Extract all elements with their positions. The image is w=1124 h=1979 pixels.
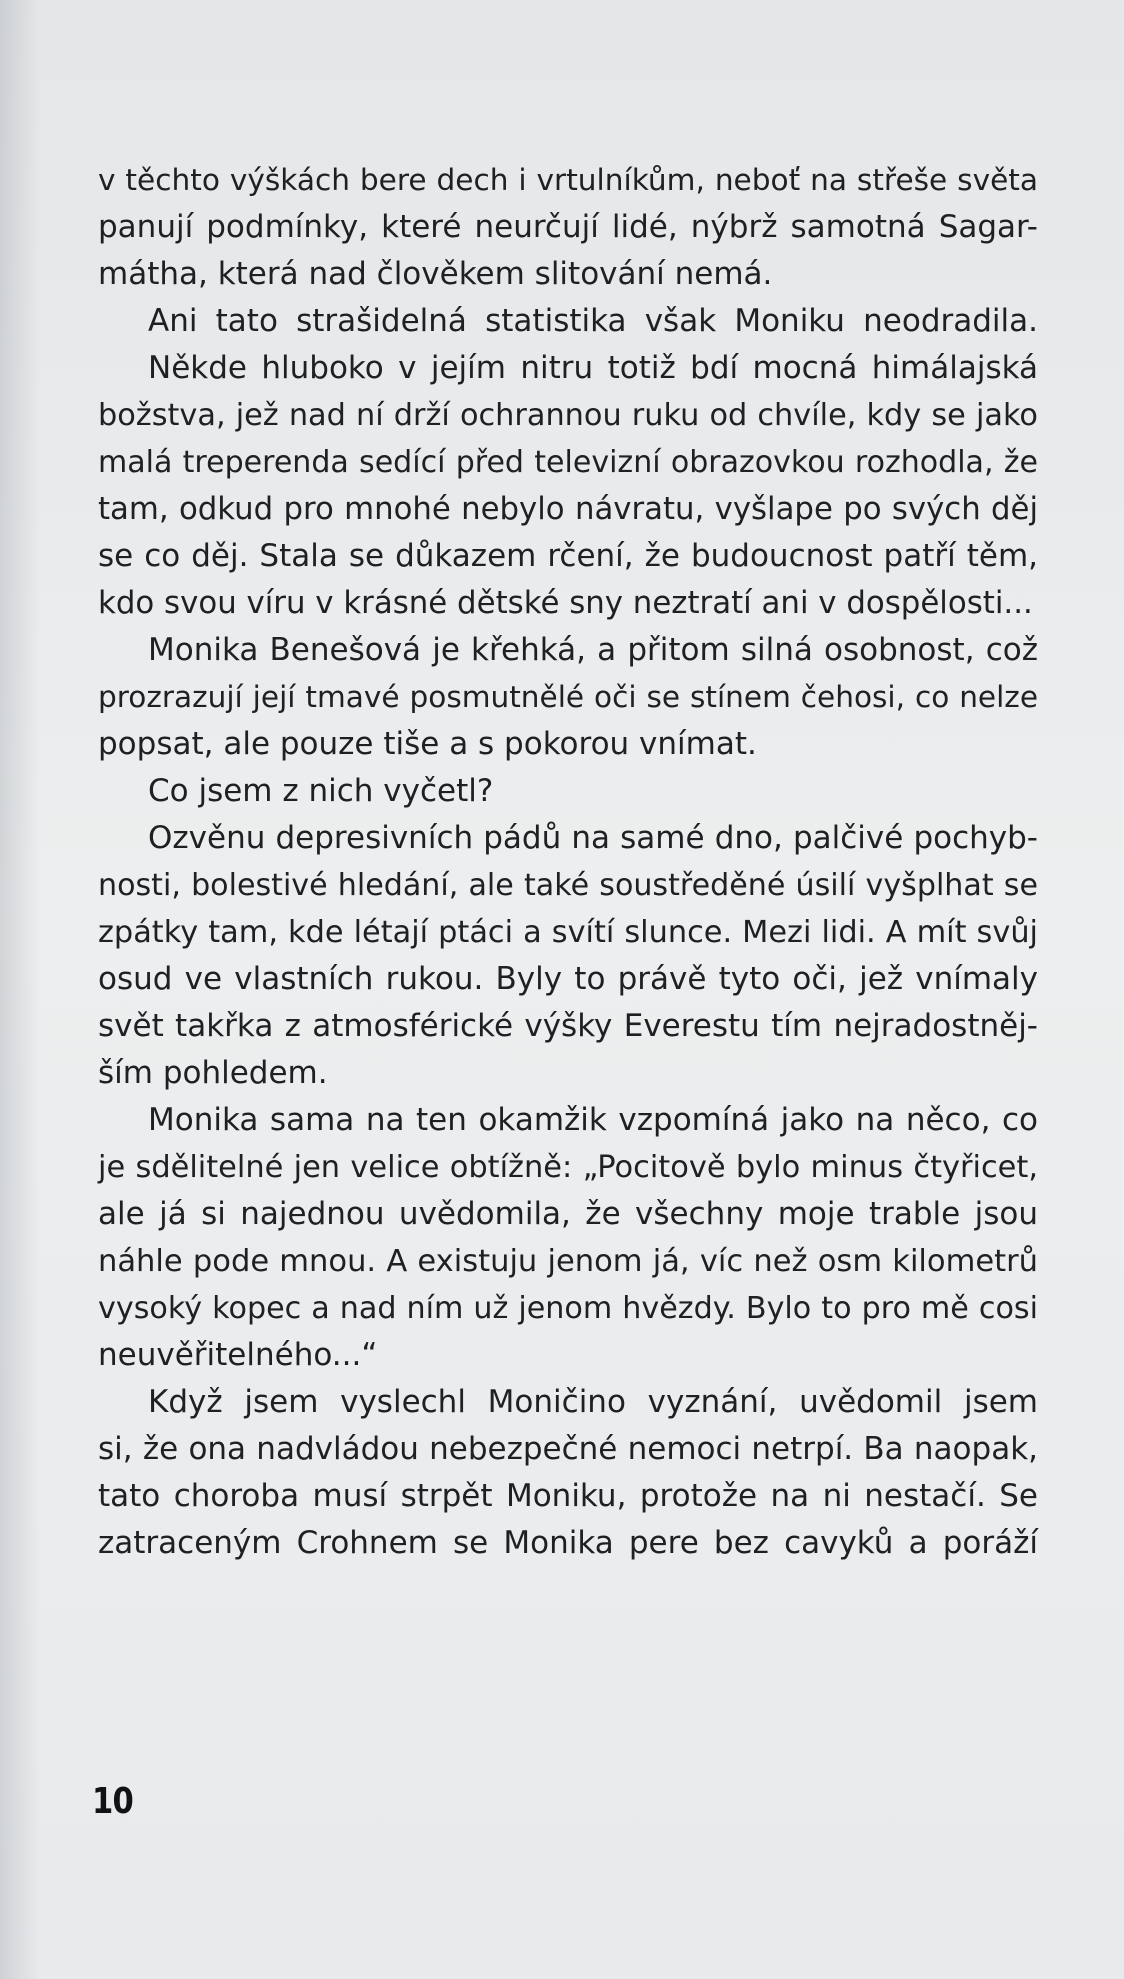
- text-line: náhle pode mnou. A existuju jenom já, víc než osm kilometrů: [98, 1244, 1038, 1279]
- text-line: mátha, která nad člověkem slitování nemá.: [98, 256, 773, 292]
- text-line: Monika Benešová je křehká, a přitom silná osobnost, což: [148, 632, 1038, 668]
- text-line: tam, odkud pro mnohé nebylo návratu, vyšlape po svých děj: [98, 491, 1038, 527]
- text-line: se co děj. Stala se důkazem rčení, že budoucnost patří těm,: [98, 538, 1038, 574]
- text-line: ším pohledem.: [98, 1055, 328, 1091]
- text-line: Monika sama na ten okamžik vzpomíná jako na něco, co: [148, 1102, 1038, 1138]
- text-line: tato choroba musí strpět Moniku, protože na ni nestačí. Se: [98, 1478, 1038, 1514]
- text-line: Co jsem z nich vyčetl?: [148, 773, 494, 809]
- text-line: panují podmínky, které neurčují lidé, nýbrž samotná Sagar-: [98, 209, 1038, 245]
- text-line: si, že ona nadvládou nebezpečné nemoci netrpí. Ba naopak,: [98, 1431, 1038, 1467]
- text-line: osud ve vlastních rukou. Byly to právě tyto oči, jež vnímaly: [98, 961, 1038, 997]
- text-line: neuvěřitelného...“: [98, 1337, 378, 1373]
- text-line: malá treperenda sedící před televizní obrazovkou rozhodla, že: [98, 445, 1038, 480]
- body-text: [98, 157, 1038, 1567]
- text-line: v těchto výškách bere dech i vrtulníkům, neboť na střeše světa: [98, 163, 1038, 197]
- text-line: zatraceným Crohnem se Monika pere bez cavyků a poráží: [98, 1525, 1038, 1561]
- page-number: 10: [92, 1781, 133, 1822]
- text-line: svět takřka z atmosférické výšky Everestu tím nejradostněj-: [98, 1008, 1038, 1044]
- text-line: nosti, bolestivé hledání, ale také soustředěné úsilí vyšplhat se: [98, 868, 1038, 903]
- text-line: prozrazují její tmavé posmutnělé oči se stínem čehosi, co nelze: [98, 680, 1038, 714]
- text-line: vysoký kopec a nad ním už jenom hvězdy. Bylo to pro mě cosi: [98, 1291, 1038, 1326]
- text-line: kdo svou víru v krásné dětské sny neztratí ani v dospělosti...: [98, 585, 1033, 621]
- text-line: Někde hluboko v jejím nitru totiž bdí mocná himálajská: [148, 350, 1038, 386]
- page-gutter-shadow: [0, 0, 40, 1979]
- text-line: ale já si najednou uvědomila, že všechny moje trable jsou: [98, 1196, 1038, 1232]
- text-line: zpátky tam, kde létají ptáci a svítí slunce. Mezi lidi. A mít svůj: [98, 915, 1038, 950]
- text-line: Ozvěnu depresivních pádů na samé dno, palčivé pochyb-: [148, 820, 1038, 856]
- text-line: Když jsem vyslechl Moničino vyznání, uvědomil jsem: [148, 1384, 1038, 1420]
- text-line: je sdělitelné jen velice obtížně: „Pocitově bylo minus čtyřicet,: [98, 1150, 1038, 1185]
- text-line: popsat, ale pouze tiše a s pokorou vnímat.: [98, 726, 757, 762]
- text-line: Ani tato strašidelná statistika však Moniku neodradila.: [148, 303, 1038, 339]
- text-line: božstva, jež nad ní drží ochrannou ruku od chvíle, kdy se jako: [98, 398, 1038, 433]
